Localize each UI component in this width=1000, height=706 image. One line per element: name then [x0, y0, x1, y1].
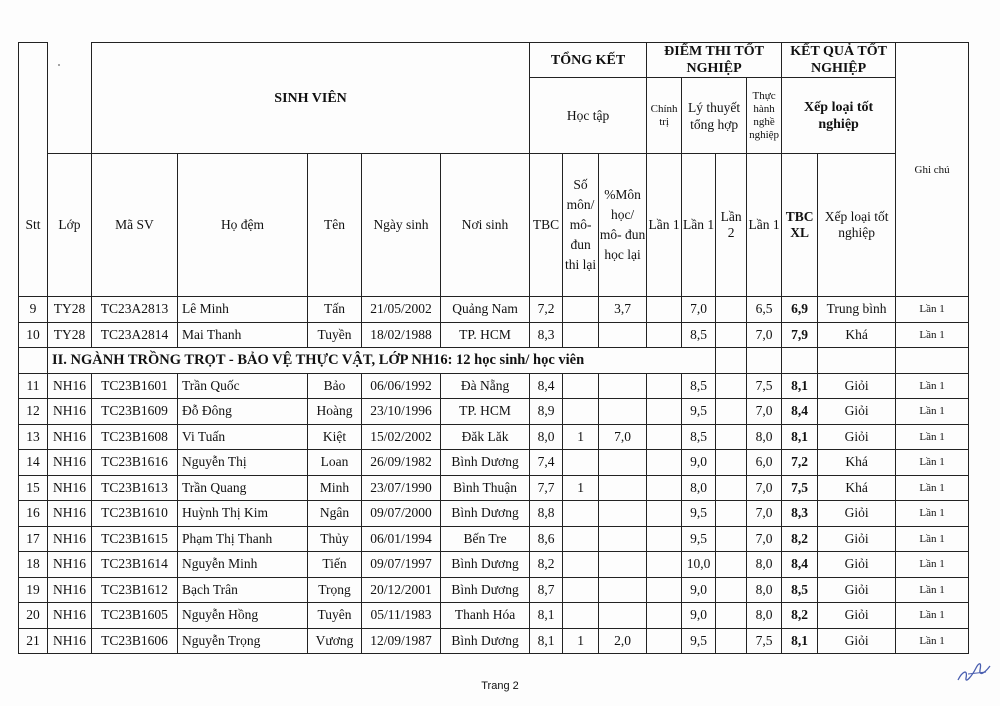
table-row	[19, 628, 969, 654]
ho-dem-cell: Trần Quốc	[178, 373, 308, 399]
table-row	[19, 475, 969, 501]
noi-sinh-cell: TP. HCM	[441, 322, 530, 348]
tbc-cell: 7,2	[530, 297, 563, 323]
xep-loai-group-header: Xếp loại tốt nghiệp	[782, 78, 896, 154]
ly-thuyet-lan2-cell	[716, 577, 747, 603]
pct-mon-cell	[599, 577, 647, 603]
thuc-hanh-cell: 7,5	[747, 373, 782, 399]
thuc-hanh-lan1-header: Lần 1	[747, 154, 782, 297]
lop-cell: NH16	[48, 450, 92, 476]
thuc-hanh-cell: 7,0	[747, 399, 782, 425]
ho-dem-cell: Nguyễn Trọng	[178, 628, 308, 654]
ngay-sinh-cell: 23/07/1990	[362, 475, 441, 501]
pct-mon-cell: 7,0	[599, 424, 647, 450]
pct-mon-cell	[599, 399, 647, 425]
section-empty-cell	[682, 348, 716, 374]
ten-header: Tên	[308, 154, 362, 297]
chinh-tri-cell	[647, 297, 682, 323]
thuc-hanh-cell: 8,0	[747, 603, 782, 629]
lop-cell: NH16	[48, 399, 92, 425]
ho-dem-cell: Nguyễn Hồng	[178, 603, 308, 629]
ho-dem-cell: Nguyễn Minh	[178, 552, 308, 578]
ho-dem-cell: Mai Thanh	[178, 322, 308, 348]
ten-cell: Kiệt	[308, 424, 362, 450]
ly-thuyet-lan1-cell: 9,0	[682, 450, 716, 476]
table-row	[19, 399, 969, 425]
so-mon-cell: 1	[563, 628, 599, 654]
lop-cell: NH16	[48, 628, 92, 654]
ghi-chu-cell: Lần 1	[896, 628, 969, 654]
ten-cell: Tấn	[308, 297, 362, 323]
ngay-sinh-cell: 26/09/1982	[362, 450, 441, 476]
sinh-vien-header: SINH VIÊN	[92, 43, 530, 154]
ngay-sinh-cell: 06/01/1994	[362, 526, 441, 552]
ho-dem-cell: Vi Tuấn	[178, 424, 308, 450]
tbc-xl-cell: 8,4	[782, 399, 818, 425]
ma-sv-cell: TC23B1613	[92, 475, 178, 501]
lop-cell: NH16	[48, 603, 92, 629]
xep-loai-cell: Khá	[818, 322, 896, 348]
ma-sv-cell: TC23B1614	[92, 552, 178, 578]
tbc-cell: 8,4	[530, 373, 563, 399]
so-mon-cell	[563, 297, 599, 323]
ten-cell: Minh	[308, 475, 362, 501]
noi-sinh-cell: Đăk Lăk	[441, 424, 530, 450]
ngay-sinh-cell: 20/12/2001	[362, 577, 441, 603]
section-rows	[19, 373, 969, 654]
ngay-sinh-cell: 12/09/1987	[362, 628, 441, 654]
chinh-tri-lan1-header: Lần 1	[647, 154, 682, 297]
ma-sv-cell: TC23A2814	[92, 322, 178, 348]
lop-cell: NH16	[48, 501, 92, 527]
ly-thuyet-lan1-cell: 7,0	[682, 297, 716, 323]
table-row	[19, 424, 969, 450]
chinh-tri-cell	[647, 322, 682, 348]
xep-loai-cell: Giỏi	[818, 399, 896, 425]
pct-mon-cell	[599, 603, 647, 629]
noi-sinh-cell: Đà Nẵng	[441, 373, 530, 399]
stt-cell: 10	[19, 322, 48, 348]
chinh-tri-cell	[647, 628, 682, 654]
ly-thuyet-lan1-cell: 8,5	[682, 373, 716, 399]
ngay-sinh-header: Ngày sinh	[362, 154, 441, 297]
diem-thi-header: ĐIỂM THI TỐT NGHIỆP	[647, 43, 782, 78]
ten-cell: Trọng	[308, 577, 362, 603]
ma-sv-header: Mã SV	[92, 154, 178, 297]
ly-thuyet-lan1-cell: 8,5	[682, 322, 716, 348]
tbc-xl-cell: 8,4	[782, 552, 818, 578]
noi-sinh-cell: Bến Tre	[441, 526, 530, 552]
ma-sv-cell: TC23B1609	[92, 399, 178, 425]
stt-cell: 15	[19, 475, 48, 501]
tbc-cell: 8,0	[530, 424, 563, 450]
chinh-tri-cell	[647, 526, 682, 552]
ly-thuyet-lan2-cell	[716, 373, 747, 399]
ho-dem-header: Họ đệm	[178, 154, 308, 297]
ma-sv-cell: TC23B1608	[92, 424, 178, 450]
noi-sinh-cell: TP. HCM	[441, 399, 530, 425]
noi-sinh-cell: Quảng Nam	[441, 297, 530, 323]
xep-loai-cell: Giỏi	[818, 526, 896, 552]
tbc-cell: 8,1	[530, 628, 563, 654]
table-row	[19, 373, 969, 399]
ma-sv-cell: TC23B1601	[92, 373, 178, 399]
section-empty-cell	[818, 348, 896, 374]
xep-loai-header: Xếp loại tốt nghiệp	[818, 154, 896, 297]
tbc-cell: 7,7	[530, 475, 563, 501]
section-empty-cell	[782, 348, 818, 374]
ly-thuyet-lan2-cell	[716, 475, 747, 501]
ma-sv-cell: TC23B1615	[92, 526, 178, 552]
chinh-tri-cell	[647, 577, 682, 603]
pct-mon-cell: 3,7	[599, 297, 647, 323]
noi-sinh-cell: Bình Dương	[441, 577, 530, 603]
ly-thuyet-lan1-cell: 10,0	[682, 552, 716, 578]
lop-cell: NH16	[48, 552, 92, 578]
so-mon-cell	[563, 552, 599, 578]
ho-dem-cell: Trần Quang	[178, 475, 308, 501]
ten-cell: Tiến	[308, 552, 362, 578]
thuc-hanh-cell: 7,0	[747, 475, 782, 501]
ly-thuyet-lan2-cell	[716, 399, 747, 425]
ghi-chu-cell: Lần 1	[896, 577, 969, 603]
stt-cell: 13	[19, 424, 48, 450]
ghi-chu-cell: Lần 1	[896, 297, 969, 323]
ghi-chu-cell: Lần 1	[896, 373, 969, 399]
ly-thuyet-header: Lý thuyết tổng hợp	[682, 78, 747, 154]
thuc-hanh-cell: 7,0	[747, 526, 782, 552]
ma-sv-cell: TC23B1616	[92, 450, 178, 476]
ho-dem-cell: Huỳnh Thị Kim	[178, 501, 308, 527]
tbc-xl-cell: 7,9	[782, 322, 818, 348]
pct-mon-cell	[599, 552, 647, 578]
tbc-xl-header: TBC XL	[782, 154, 818, 297]
pct-mon-cell	[599, 373, 647, 399]
ngay-sinh-cell: 23/10/1996	[362, 399, 441, 425]
so-mon-header: Số môn/ mô- đun thi lại	[563, 154, 599, 297]
ly-thuyet-lan1-cell: 9,5	[682, 628, 716, 654]
ly-thuyet-lan1-cell: 8,5	[682, 424, 716, 450]
ly-thuyet-lan2-cell	[716, 603, 747, 629]
section-empty-cell	[716, 348, 747, 374]
thuc-hanh-cell: 7,5	[747, 628, 782, 654]
section-stt-cell	[19, 348, 48, 374]
so-mon-cell: 1	[563, 424, 599, 450]
so-mon-cell	[563, 501, 599, 527]
stt-cell: 17	[19, 526, 48, 552]
lop-cell: NH16	[48, 373, 92, 399]
table-row	[19, 297, 969, 323]
lop-header: Lớp	[48, 154, 92, 297]
ly-thuyet-lan1-header: Lần 1	[682, 154, 716, 297]
ly-thuyet-lan2-cell	[716, 297, 747, 323]
chinh-tri-cell	[647, 450, 682, 476]
xep-loai-cell: Giỏi	[818, 424, 896, 450]
xep-loai-cell: Giỏi	[818, 373, 896, 399]
ly-thuyet-lan2-cell	[716, 526, 747, 552]
tbc-xl-cell: 8,2	[782, 526, 818, 552]
ten-cell: Loan	[308, 450, 362, 476]
thuc-hanh-cell: 8,0	[747, 424, 782, 450]
ghi-chu-cell: Lần 1	[896, 603, 969, 629]
section-row	[19, 348, 969, 374]
lop-cell: TY28	[48, 322, 92, 348]
pct-mon-cell	[599, 475, 647, 501]
ten-cell: Ngân	[308, 501, 362, 527]
tbc-cell: 8,8	[530, 501, 563, 527]
stt-cell: 11	[19, 373, 48, 399]
thuc-hanh-cell: 6,0	[747, 450, 782, 476]
lop-cell: NH16	[48, 577, 92, 603]
so-mon-cell	[563, 450, 599, 476]
table-row	[19, 552, 969, 578]
ghi-chu-cell: Lần 1	[896, 450, 969, 476]
stt-cell: 14	[19, 450, 48, 476]
chinh-tri-cell	[647, 373, 682, 399]
tbc-cell: 8,3	[530, 322, 563, 348]
ho-dem-cell: Nguyễn Thị	[178, 450, 308, 476]
ly-thuyet-lan2-cell	[716, 450, 747, 476]
ten-cell: Thủy	[308, 526, 362, 552]
so-mon-cell	[563, 399, 599, 425]
ly-thuyet-lan1-cell: 8,0	[682, 475, 716, 501]
graduation-results-table	[18, 42, 969, 654]
ngay-sinh-cell: 09/07/2000	[362, 501, 441, 527]
stt-cell: 21	[19, 628, 48, 654]
ten-cell: Tuyên	[308, 603, 362, 629]
tbc-xl-cell: 8,3	[782, 501, 818, 527]
ghi-chu-cell: Lần 1	[896, 526, 969, 552]
chinh-tri-cell	[647, 399, 682, 425]
ten-cell: Vương	[308, 628, 362, 654]
ngay-sinh-cell: 09/07/1997	[362, 552, 441, 578]
ten-cell: Hoàng	[308, 399, 362, 425]
thuc-hanh-cell: 8,0	[747, 552, 782, 578]
ly-thuyet-lan2-header: Lần 2	[716, 154, 747, 297]
tbc-xl-cell: 8,2	[782, 603, 818, 629]
tbc-xl-cell: 7,2	[782, 450, 818, 476]
pct-mon-cell	[599, 526, 647, 552]
pct-mon-header: %Môn học/ mô- đun học lại	[599, 154, 647, 297]
ly-thuyet-lan1-cell: 9,5	[682, 501, 716, 527]
tbc-xl-cell: 6,9	[782, 297, 818, 323]
hoc-tap-header: Học tập	[530, 78, 647, 154]
tong-ket-header: TỔNG KẾT	[530, 43, 647, 78]
ket-qua-header: KẾT QUẢ TỐT NGHIỆP	[782, 43, 896, 78]
ngay-sinh-cell: 05/11/1983	[362, 603, 441, 629]
ngay-sinh-cell: 18/02/1988	[362, 322, 441, 348]
pct-mon-cell	[599, 322, 647, 348]
chinh-tri-header: Chính trị	[647, 78, 682, 154]
xep-loai-cell: Khá	[818, 450, 896, 476]
chinh-tri-cell	[647, 424, 682, 450]
stt-cell: 19	[19, 577, 48, 603]
tbc-header: TBC	[530, 154, 563, 297]
ma-sv-cell: TC23B1605	[92, 603, 178, 629]
chinh-tri-cell	[647, 475, 682, 501]
signature-mark	[952, 654, 996, 690]
thuc-hanh-cell: 7,0	[747, 501, 782, 527]
ghi-chu-cell: Lần 1	[896, 501, 969, 527]
noi-sinh-cell: Bình Dương	[441, 628, 530, 654]
tbc-cell: 8,9	[530, 399, 563, 425]
ho-dem-cell: Phạm Thị Thanh	[178, 526, 308, 552]
so-mon-cell	[563, 603, 599, 629]
ly-thuyet-lan1-cell: 9,0	[682, 577, 716, 603]
lop-cell: TY28	[48, 297, 92, 323]
ngay-sinh-cell: 21/05/2002	[362, 297, 441, 323]
pct-mon-cell: 2,0	[599, 628, 647, 654]
section-empty-cell	[747, 348, 782, 374]
table-row	[19, 501, 969, 527]
xep-loai-cell: Giỏi	[818, 501, 896, 527]
stt-cell: 9	[19, 297, 48, 323]
noi-sinh-cell: Bình Dương	[441, 501, 530, 527]
ly-thuyet-lan1-cell: 9,5	[682, 526, 716, 552]
xep-loai-cell: Giỏi	[818, 577, 896, 603]
ngay-sinh-cell: 06/06/1992	[362, 373, 441, 399]
ho-dem-cell: Bạch Trân	[178, 577, 308, 603]
ly-thuyet-lan2-cell	[716, 322, 747, 348]
xep-loai-cell: Giỏi	[818, 603, 896, 629]
ly-thuyet-lan2-cell	[716, 501, 747, 527]
thuc-hanh-cell: 8,0	[747, 577, 782, 603]
tbc-xl-cell: 8,1	[782, 424, 818, 450]
table-row	[19, 577, 969, 603]
xep-loai-cell: Khá	[818, 475, 896, 501]
xep-loai-cell: Trung bình	[818, 297, 896, 323]
tbc-cell: 8,6	[530, 526, 563, 552]
ly-thuyet-lan1-cell: 9,5	[682, 399, 716, 425]
section-title: II. NGÀNH TRỒNG TRỌT - BẢO VỆ THỰC VẬT, LỚP NH16: 12 học sinh/ học viên	[48, 348, 682, 374]
ma-sv-cell: TC23B1606	[92, 628, 178, 654]
tbc-xl-cell: 8,1	[782, 628, 818, 654]
ghi-chu-header: Ghi chú	[896, 43, 969, 297]
ho-dem-cell: Lê Minh	[178, 297, 308, 323]
ma-sv-cell: TC23B1612	[92, 577, 178, 603]
tbc-xl-cell: 8,5	[782, 577, 818, 603]
lop-cell: NH16	[48, 475, 92, 501]
tbc-cell: 8,2	[530, 552, 563, 578]
pct-mon-cell	[599, 450, 647, 476]
table-row	[19, 603, 969, 629]
ly-thuyet-lan2-cell	[716, 552, 747, 578]
ly-thuyet-lan2-cell	[716, 424, 747, 450]
so-mon-cell: 1	[563, 475, 599, 501]
noi-sinh-cell: Thanh Hóa	[441, 603, 530, 629]
ngay-sinh-cell: 15/02/2002	[362, 424, 441, 450]
pct-mon-cell	[599, 501, 647, 527]
noi-sinh-header: Nơi sinh	[441, 154, 530, 297]
ghi-chu-cell: Lần 1	[896, 399, 969, 425]
ly-thuyet-lan2-cell	[716, 628, 747, 654]
tbc-xl-cell: 7,5	[782, 475, 818, 501]
tbc-cell: 8,7	[530, 577, 563, 603]
table-row	[19, 526, 969, 552]
section-empty-cell	[896, 348, 969, 374]
chinh-tri-cell	[647, 603, 682, 629]
tbc-cell: 8,1	[530, 603, 563, 629]
lop-cell: NH16	[48, 526, 92, 552]
noi-sinh-cell: Bình Dương	[441, 450, 530, 476]
ghi-chu-cell: Lần 1	[896, 424, 969, 450]
ghi-chu-cell: Lần 1	[896, 552, 969, 578]
noi-sinh-cell: Bình Thuận	[441, 475, 530, 501]
page-number: Trang 2	[481, 680, 519, 692]
ten-cell: Tuyền	[308, 322, 362, 348]
ly-thuyet-lan1-cell: 9,0	[682, 603, 716, 629]
blank-header-cell	[48, 43, 92, 154]
stt-header: Stt	[19, 43, 48, 297]
thuc-hanh-cell: 6,5	[747, 297, 782, 323]
so-mon-cell	[563, 373, 599, 399]
xep-loai-cell: Giỏi	[818, 552, 896, 578]
ghi-chu-cell: Lần 1	[896, 322, 969, 348]
ghi-chu-cell: Lần 1	[896, 475, 969, 501]
so-mon-cell	[563, 577, 599, 603]
chinh-tri-cell	[647, 501, 682, 527]
thuc-hanh-cell: 7,0	[747, 322, 782, 348]
so-mon-cell	[563, 526, 599, 552]
tbc-xl-cell: 8,1	[782, 373, 818, 399]
stt-cell: 12	[19, 399, 48, 425]
so-mon-cell	[563, 322, 599, 348]
ho-dem-cell: Đỗ Đông	[178, 399, 308, 425]
stt-cell: 16	[19, 501, 48, 527]
table-row	[19, 322, 969, 348]
tbc-cell: 7,4	[530, 450, 563, 476]
lop-cell: NH16	[48, 424, 92, 450]
chinh-tri-cell	[647, 552, 682, 578]
thuc-hanh-header: Thực hành nghề nghiệp	[747, 78, 782, 154]
table-row	[19, 450, 969, 476]
noi-sinh-cell: Bình Dương	[441, 552, 530, 578]
stt-cell: 18	[19, 552, 48, 578]
stt-cell: 20	[19, 603, 48, 629]
ma-sv-cell: TC23B1610	[92, 501, 178, 527]
ten-cell: Bảo	[308, 373, 362, 399]
xep-loai-cell: Giỏi	[818, 628, 896, 654]
ma-sv-cell: TC23A2813	[92, 297, 178, 323]
